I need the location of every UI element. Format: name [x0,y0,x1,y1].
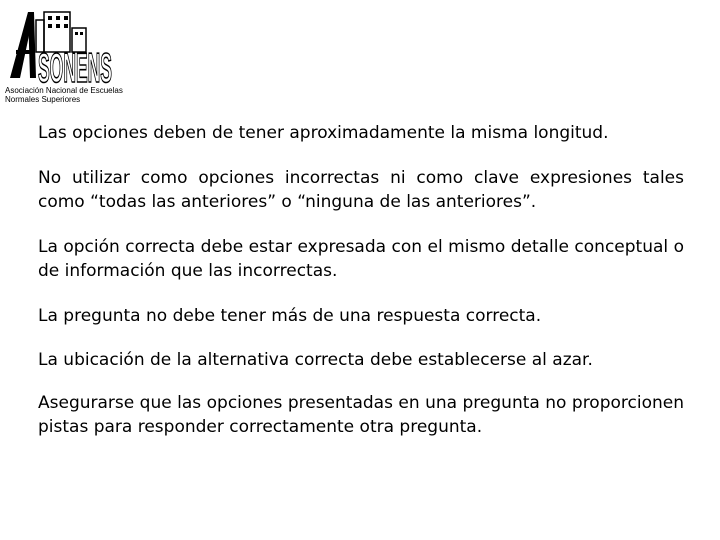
svg-text:SONENS: SONENS [38,44,112,86]
guideline-same-detail: La opción correcta debe estar expresada con el mismo detalle conceptual o de información que las incorrectas. [38,237,684,281]
logo-caption-line1: Asociación Nacional de Escuelas [5,86,123,95]
guideline-random-position: La ubicación de la alternativa correcta debe establecerse al azar. [38,350,593,370]
guideline-single-answer: La pregunta no debe tener más de una respuesta correcta. [38,306,542,326]
logo-caption-line2: Normales Superiores [5,95,81,104]
logo-graphic [2,6,152,86]
guidelines-list [38,121,684,439]
guideline-option-length: Las opciones deben de tener aproximadamente la misma longitud. [38,123,609,143]
logo-caption [5,86,155,104]
asonens-logo [2,6,152,106]
guideline-no-clues: Asegurarse que las opciones presentadas en una pregunta no proporcionen pistas para responder correctamente otra pregunta. [38,393,684,437]
guideline-no-all-none: No utilizar como opciones incorrectas ni como clave expresiones tales como “todas las anteriores” o “ninguna de las anteriores”. [38,168,684,212]
